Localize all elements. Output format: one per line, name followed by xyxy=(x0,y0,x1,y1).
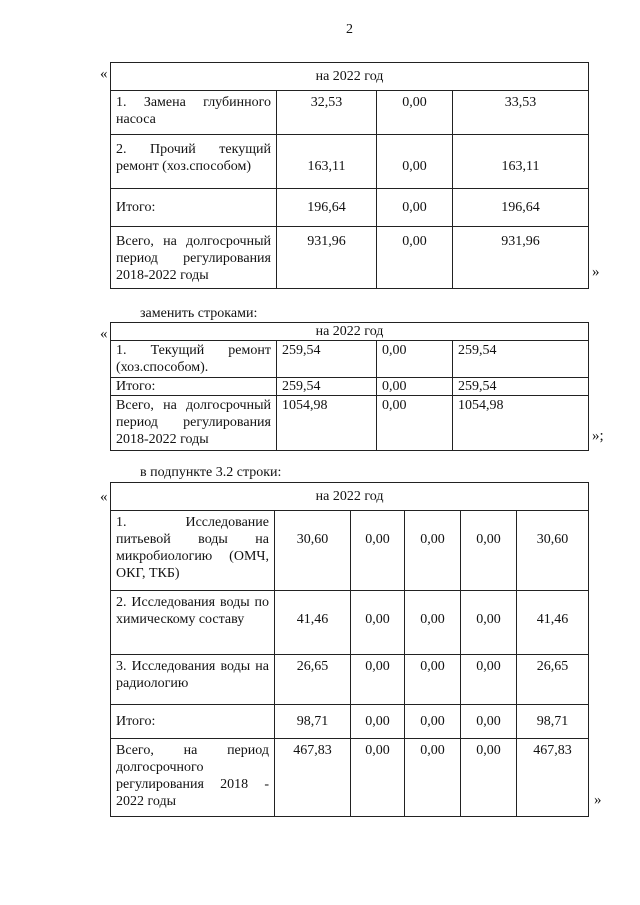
table-row xyxy=(111,511,589,591)
cell-value: 0,00 xyxy=(461,739,517,817)
close-quote-mark: » xyxy=(594,792,602,808)
row-label: 2. Прочий текущий ремонт (хоз.способом) xyxy=(111,135,277,189)
table-header: на 2022 год xyxy=(111,483,589,511)
open-quote-mark: « xyxy=(100,66,108,82)
cell-value: 33,53 xyxy=(453,91,589,135)
open-quote-mark: « xyxy=(100,489,108,505)
cell-value: 30,60 xyxy=(275,511,351,591)
cell-value: 26,65 xyxy=(275,655,351,705)
cell-value: 41,46 xyxy=(275,591,351,655)
table-row xyxy=(111,396,589,451)
cell-value: 0,00 xyxy=(377,341,453,378)
row-label: Всего, на долгосрочный период регулирования 2018-2022 годы xyxy=(111,396,277,451)
cell-value: 1054,98 xyxy=(453,396,589,451)
cell-value: 0,00 xyxy=(405,739,461,817)
table-row xyxy=(111,705,589,739)
table-row xyxy=(111,227,589,289)
cell-value: 0,00 xyxy=(351,705,405,739)
text-replace-with: заменить строками: xyxy=(140,306,258,321)
row-label: 3. Исследования воды на радиологию xyxy=(111,655,275,705)
cell-value: 0,00 xyxy=(377,378,453,396)
table-row xyxy=(111,739,589,817)
table-row xyxy=(111,189,589,227)
cell-value: 467,83 xyxy=(275,739,351,817)
cell-value: 0,00 xyxy=(461,705,517,739)
cell-value: 467,83 xyxy=(517,739,589,817)
close-quote-semicolon-mark: »; xyxy=(592,428,604,444)
cell-value: 0,00 xyxy=(377,189,453,227)
cell-value: 0,00 xyxy=(461,511,517,591)
cell-value: 0,00 xyxy=(405,705,461,739)
cell-value: 0,00 xyxy=(377,227,453,289)
table-header: на 2022 год xyxy=(111,323,589,341)
row-label: 1. Замена глубинного насоса xyxy=(111,91,277,135)
cell-value: 259,54 xyxy=(453,341,589,378)
row-label: Всего, на период долгосрочного регулирования 2018 - 2022 годы xyxy=(111,739,275,817)
row-label: 1. Исследование питьевой воды на микробиологию (ОМЧ, ОКГ, ТКБ) xyxy=(111,511,275,591)
cell-value: 0,00 xyxy=(351,655,405,705)
cell-value: 931,96 xyxy=(453,227,589,289)
table-new-repair xyxy=(110,322,589,451)
cell-value: 0,00 xyxy=(377,396,453,451)
cell-value: 32,53 xyxy=(277,91,377,135)
cell-value: 0,00 xyxy=(461,655,517,705)
table-row xyxy=(111,591,589,655)
row-label: 1. Текущий ремонт (хоз.способом). xyxy=(111,341,277,378)
cell-value: 0,00 xyxy=(405,591,461,655)
row-label: 2. Исследования воды по химическому составу xyxy=(111,591,275,655)
table-header: на 2022 год xyxy=(111,63,589,91)
table-row xyxy=(111,91,589,135)
cell-value: 26,65 xyxy=(517,655,589,705)
table-row xyxy=(111,655,589,705)
cell-value: 0,00 xyxy=(405,511,461,591)
cell-value: 41,46 xyxy=(517,591,589,655)
cell-value: 259,54 xyxy=(277,341,377,378)
cell-value: 0,00 xyxy=(461,591,517,655)
table-row xyxy=(111,378,589,396)
table-row xyxy=(111,135,589,189)
table-row xyxy=(111,341,589,378)
cell-value: 0,00 xyxy=(351,739,405,817)
cell-value: 0,00 xyxy=(351,511,405,591)
cell-value: 0,00 xyxy=(405,655,461,705)
cell-value: 98,71 xyxy=(517,705,589,739)
cell-value: 0,00 xyxy=(377,91,453,135)
row-label: Итого: xyxy=(111,378,277,396)
cell-value: 163,11 xyxy=(277,135,377,189)
row-label: Итого: xyxy=(111,705,275,739)
page-number: 2 xyxy=(346,22,353,37)
cell-value: 98,71 xyxy=(275,705,351,739)
cell-value: 196,64 xyxy=(453,189,589,227)
cell-value: 196,64 xyxy=(277,189,377,227)
close-quote-mark: » xyxy=(592,264,600,280)
row-label: Всего, на долгосрочный период регулирования 2018-2022 годы xyxy=(111,227,277,289)
text-subclause: в подпункте 3.2 строки: xyxy=(140,465,282,480)
table-water-research xyxy=(110,482,589,817)
open-quote-mark: « xyxy=(100,326,108,342)
cell-value: 0,00 xyxy=(377,135,453,189)
cell-value: 931,96 xyxy=(277,227,377,289)
cell-value: 1054,98 xyxy=(277,396,377,451)
table-old-repair xyxy=(110,62,589,289)
cell-value: 163,11 xyxy=(453,135,589,189)
row-label: Итого: xyxy=(111,189,277,227)
cell-value: 259,54 xyxy=(277,378,377,396)
cell-value: 0,00 xyxy=(351,591,405,655)
cell-value: 259,54 xyxy=(453,378,589,396)
cell-value: 30,60 xyxy=(517,511,589,591)
